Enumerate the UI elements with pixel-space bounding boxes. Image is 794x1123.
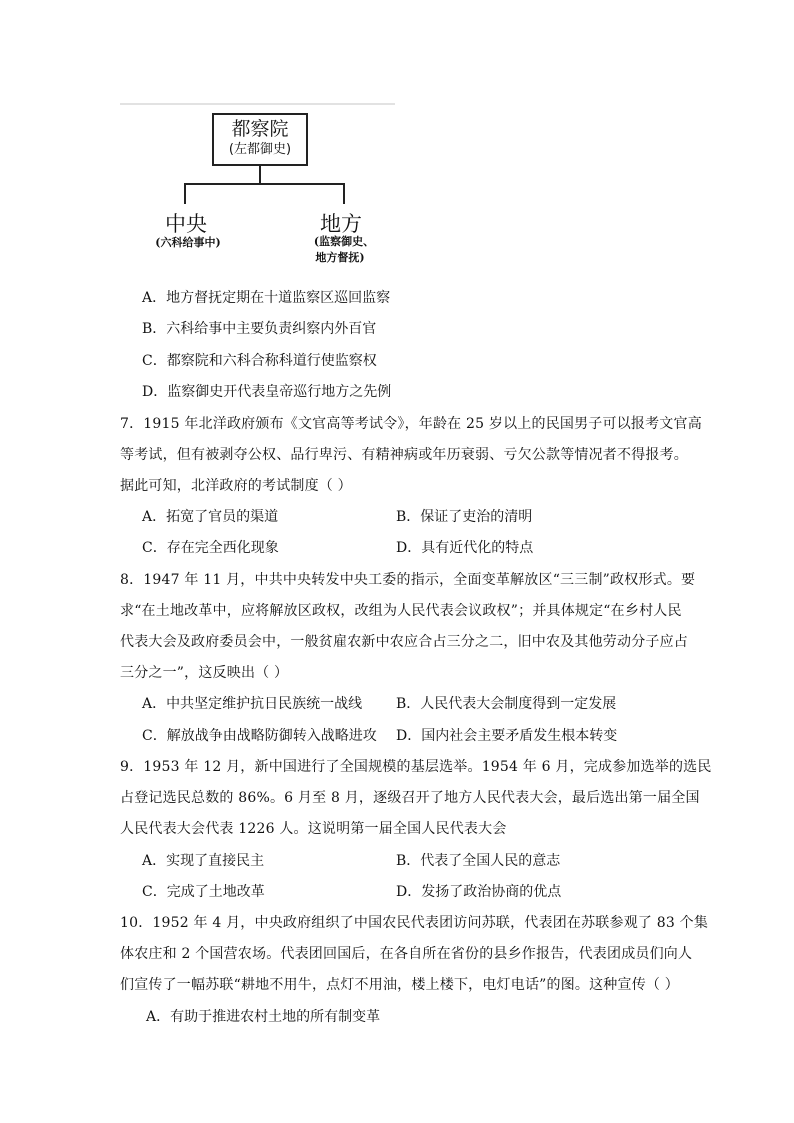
q9-option-b: B．代表了全国人民的意志 bbox=[396, 853, 561, 869]
q6-option-d: D．监察御史开代表皇帝巡行地方之先例 bbox=[142, 384, 392, 400]
q9-stem-line-2: 占登记选民总数的 86%。6 月至 8 月，逐级召开了地方人民代表大会，最后选出第一届全国 bbox=[120, 790, 700, 806]
diagram-connector-right bbox=[343, 183, 345, 204]
q7-stem-line-1: 7．1915 年北洋政府颁布《文官高等考试令》，年龄在 25 岁以上的民国男子可以报考文官高 bbox=[120, 416, 702, 432]
q8-stem-line-1: 8．1947 年 11 月，中共中央转发中央工委的指示，全面变革解放区“三三制”政权形式。要 bbox=[120, 572, 696, 588]
q8-stem-line-3: 代表大会及政府委员会中，一般贫雇农新中农应合占三分之二，旧中农及其他劳动分子应占 bbox=[120, 634, 688, 650]
diagram-connector-horizontal bbox=[184, 183, 345, 185]
q8-option-b: B．人民代表大会制度得到一定发展 bbox=[396, 696, 617, 712]
duchayuan-box bbox=[212, 113, 308, 166]
q6-option-a: A．地方督抚定期在十道监察区巡回监察 bbox=[142, 290, 391, 306]
q7-option-a: A．拓宽了官员的渠道 bbox=[142, 509, 279, 525]
q8-stem-line-4: 三分之一”，这反映出（ ） bbox=[120, 665, 289, 681]
q9-stem-line-1: 9．1953 年 12 月，新中国进行了全国规模的基层选举。1954 年 6 月，完成参加选举的选民 bbox=[120, 759, 712, 775]
top-divider bbox=[120, 103, 395, 105]
q8-option-a: A．中共坚定维护抗日民族统一战线 bbox=[142, 696, 363, 712]
q9-option-a: A．实现了直接民主 bbox=[142, 853, 265, 869]
q6-option-b: B．六科给事中主要负责纠察内外百官 bbox=[142, 321, 377, 337]
local-node-subtitle-2: 地方督抚) bbox=[315, 251, 365, 264]
q7-option-d: D．具有近代化的特点 bbox=[396, 540, 534, 556]
diagram-connector-left bbox=[184, 183, 186, 204]
duchayuan-title: 都察院 bbox=[231, 118, 289, 140]
q7-option-c: C．存在完全西化现象 bbox=[142, 540, 279, 556]
q6-option-c: C．都察院和六科合称科道行使监察权 bbox=[142, 353, 377, 369]
central-node-title: 中央 bbox=[165, 212, 207, 236]
q7-option-b: B．保证了吏治的清明 bbox=[396, 509, 533, 525]
q9-option-c: C．完成了土地改革 bbox=[142, 884, 265, 900]
q10-stem-line-3: 们宣传了一幅苏联“耕地不用牛，点灯不用油，楼上楼下，电灯电话”的图。这种宣传（ ） bbox=[120, 977, 679, 993]
q10-stem-line-1: 10．1952 年 4 月，中央政府组织了中国农民代表团访问苏联，代表团在苏联参观了 83 个集 bbox=[120, 915, 709, 931]
q7-stem-line-3: 据此可知，北洋政府的考试制度（ ） bbox=[120, 478, 352, 494]
local-node-title: 地方 bbox=[320, 212, 362, 236]
q10-stem-line-2: 体农庄和 2 个国营农场。代表团回国后，在各自所在省份的县乡作报告，代表团成员们向人 bbox=[120, 946, 693, 962]
central-node-subtitle: (六科给事中) bbox=[155, 236, 221, 249]
diagram-connector-vertical bbox=[259, 166, 261, 184]
q7-stem-line-2: 等考试，但有被剥夺公权、品行卑污、有精神病或年历衰弱、亏欠公款等情况者不得报考。 bbox=[120, 447, 688, 463]
q8-option-c: C．解放战争由战略防御转入战略进攻 bbox=[142, 728, 377, 744]
q9-stem-line-3: 人民代表大会代表 1226 人。这说明第一届全国人民代表大会 bbox=[120, 821, 507, 837]
q9-option-d: D．发扬了政治协商的优点 bbox=[396, 884, 562, 900]
q10-option-a: A．有助于推进农村土地的所有制变革 bbox=[146, 1009, 381, 1025]
q8-stem-line-2: 求“在土地改革中，应将解放区政权，改组为人民代表会议政权”；并具体规定“在乡村人民 bbox=[120, 603, 682, 619]
q8-option-d: D．国内社会主要矛盾发生根本转变 bbox=[396, 728, 618, 744]
local-node-subtitle-1: (监察御史、 bbox=[313, 235, 375, 248]
duchayuan-subtitle: (左都御史) bbox=[228, 142, 292, 157]
